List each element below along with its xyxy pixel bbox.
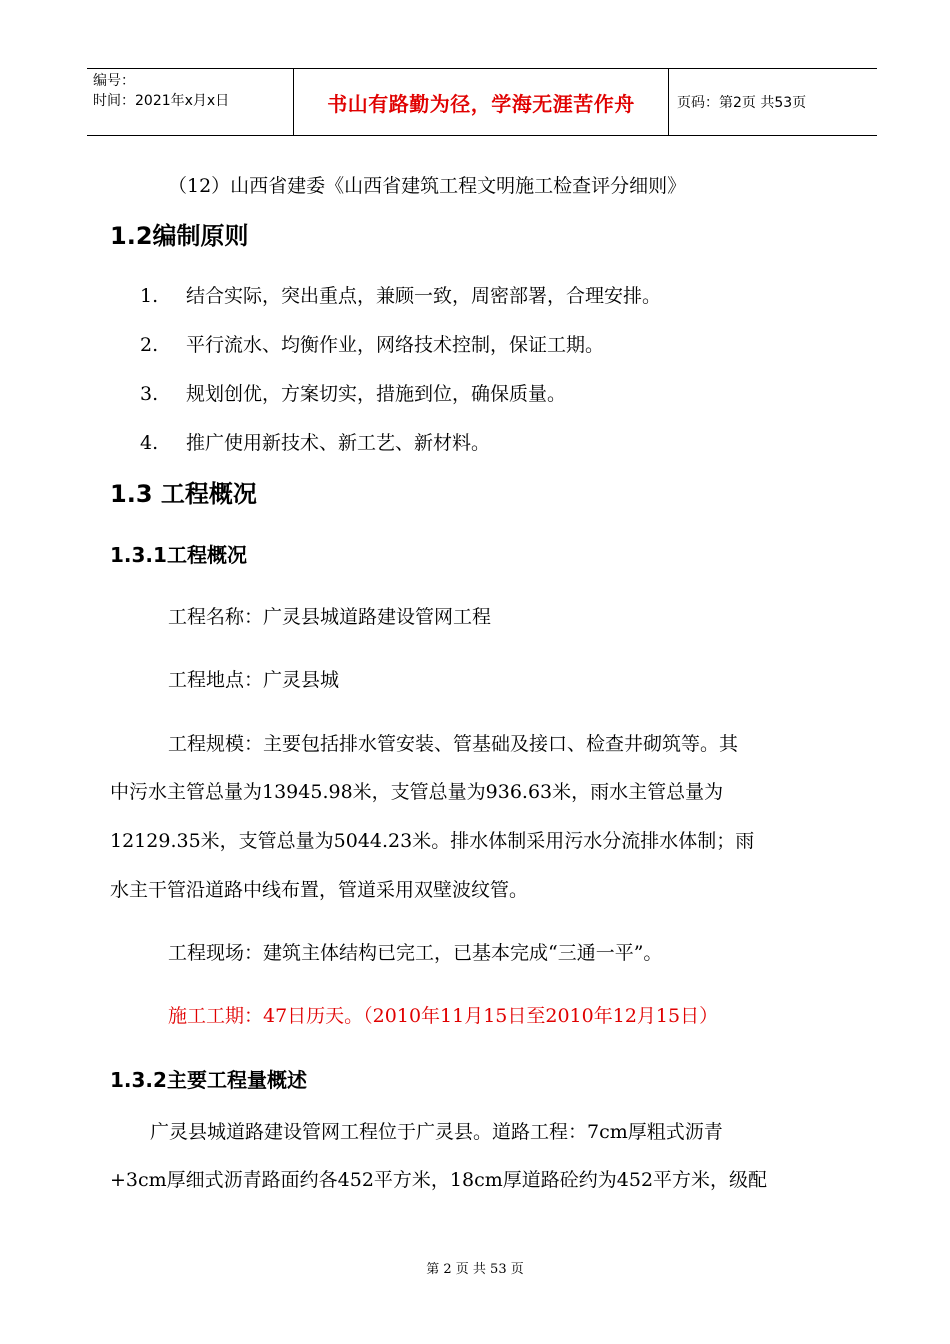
principle-number: 1. [140, 285, 159, 307]
principle-text: 推广使用新技术、新工艺、新材料。 [186, 432, 491, 454]
principle-item [140, 282, 661, 310]
header-motto: 书山有路勤为径，学海无涯苦作舟 [294, 69, 669, 135]
principle-text: 平行流水、均衡作业，网络技术控制，保证工期。 [186, 334, 605, 356]
principle-item [140, 331, 604, 359]
header-meta [87, 69, 294, 135]
section-heading-1-3: 1.3 工程概况 [110, 480, 257, 508]
project-name: 工程名称：广灵县城道路建设管网工程 [168, 606, 492, 628]
reference-item-12: （12）山西省建委《山西省建筑工程文明施工检查评分细则》 [168, 175, 687, 197]
header-page-label: 页码：第2页 共53页 [677, 95, 807, 111]
principle-number: 2. [140, 334, 159, 356]
project-scale-line: 工程规模：主要包括排水管安装、管基础及接口、检查井砌筑等。其 [168, 733, 739, 755]
principle-item [140, 429, 490, 457]
project-scale-line: 水主干管沿道路中线布置，管道采用双壁波纹管。 [110, 879, 529, 901]
project-scale-line: 12129.35米，支管总量为5044.23米。排水体制采用污水分流排水体制；雨 [110, 830, 755, 852]
section-heading-1-2: 1.2编制原则 [110, 222, 249, 250]
project-location: 工程地点：广灵县城 [168, 669, 340, 691]
project-scale-line: 中污水主管总量为13945.98米，支管总量为936.63米，雨水主管总量为 [110, 781, 724, 803]
document-number-label: 编号： [93, 73, 135, 89]
page-footer: 第 2 页 共 53 页 [426, 1262, 524, 1277]
principle-number: 3. [140, 383, 159, 405]
section-heading-1-3-1: 1.3.1工程概况 [110, 543, 247, 567]
project-duration: 施工工期：47日历天。（2010年11月15日至2010年12月15日） [168, 1005, 719, 1027]
principle-text: 规划创优，方案切实，措施到位，确保质量。 [186, 383, 567, 405]
page-header [87, 68, 877, 136]
document-time-label: 时间：2021年x月x日 [93, 93, 230, 109]
section-heading-1-3-2: 1.3.2主要工程量概述 [110, 1068, 307, 1092]
principle-number: 4. [140, 432, 159, 454]
summary-line: +3cm厚细式沥青路面约各452平方米，18cm厚道路砼约为452平方米，级配 [110, 1169, 768, 1191]
principle-item [140, 380, 566, 408]
summary-line: 广灵县城道路建设管网工程位于广灵县。道路工程：7cm厚粗式沥青 [150, 1121, 723, 1143]
project-site: 工程现场：建筑主体结构已完工，已基本完成“三通一平”。 [168, 942, 663, 964]
principle-text: 结合实际，突出重点，兼顾一致，周密部署，合理安排。 [186, 285, 662, 307]
